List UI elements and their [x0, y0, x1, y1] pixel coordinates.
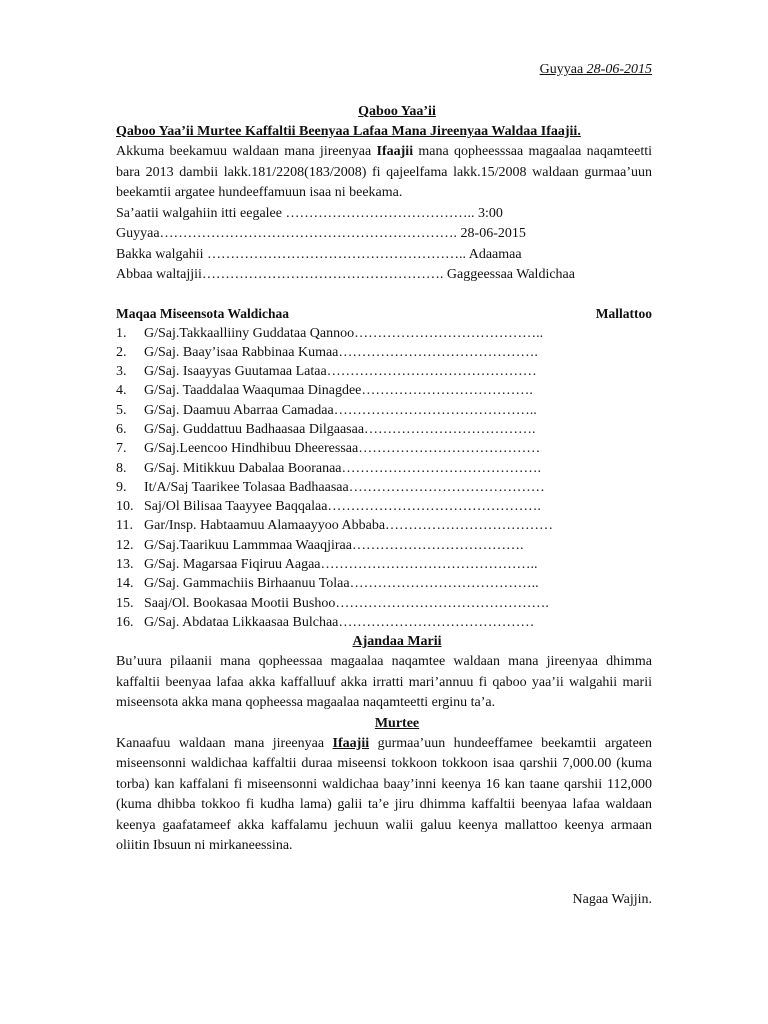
member-number: 16.: [116, 614, 134, 630]
document-subtitle: Qaboo Yaa’ii Murtee Kaffaltii Beenyaa Lafaa Mana Jireenyaa Waldaa Ifaajii.: [116, 124, 581, 139]
member-name: G/Saj.Taarikuu Lammmaa Waaqjiraa: [144, 537, 352, 553]
member-name: G/Saj. Daamuu Abarraa Camadaa: [144, 402, 334, 418]
meeting-place-line: Bakka walgahii ……………………………………………….. Adaamaa: [116, 246, 522, 262]
member-row: [116, 497, 652, 516]
member-row: [116, 420, 652, 439]
document-title: Qaboo Yaa’ii: [358, 104, 436, 119]
decision-text-start: Kanaafuu waldaan mana jireenyaa: [116, 735, 333, 751]
member-number: 14.: [116, 576, 134, 592]
member-number: 3.: [116, 364, 127, 380]
member-number: 4.: [116, 383, 127, 399]
member-name: G/Saj. Mitikkuu Dabalaa Booranaa: [144, 460, 342, 476]
member-signature-line: ……………………………….: [364, 421, 536, 437]
member-number: 8.: [116, 460, 127, 476]
member-signature-line: …………………………………..: [354, 325, 544, 341]
intro-text-end: mana qopheesssaa magaalaa naqamteetti bara 2013 dambii lakk.181/2208(183/2008) fi qajeelfama lakk.15/2008 waldaan gurmaa’uun beekamtii argatee hundeeffamuun isaa ni beekama.: [116, 144, 652, 200]
decision-text-end: gurmaa’uun hundeeffamee beekamtii argateen miseensonni waldichaa kaffaltii duraa miseensi tokkoon tokkoon isaa qarshii 7,000.00 (kuma torba) kan kaffalani fi miseensonni waldichaa baay’inni keenya 16 kan taane qarshii 112,000 (kuma dhibba tokkoo fi kudha lama) galii ta’e jiru dhimma kaffaltii beenyaa lafaa waldaan keenya gaafatameef akka kaffalamu jechuun walii galuu keenya mallattoo keenya armaan oliitin Ibsuun ni mirkaneessina.: [116, 735, 653, 854]
member-signature-line: ……………………………………: [348, 479, 545, 495]
intro-association-name: Ifaajii: [376, 144, 414, 159]
member-signature-line: …………………………………: [358, 441, 541, 457]
decision-association-name: Ifaajii: [332, 735, 370, 751]
meeting-date-line: Guyyaa………………………………………………………. 28-06-2015: [116, 226, 526, 241]
members-header: [116, 304, 652, 324]
member-name: It/A/Saj Taarikee Tolasaa Badhaasaa: [144, 479, 349, 495]
member-number: 2.: [116, 344, 127, 360]
member-row: [116, 594, 652, 613]
member-row: [116, 381, 652, 400]
member-row: [116, 613, 652, 632]
meeting-info: [116, 204, 652, 286]
member-signature-line: ………………………………………: [326, 364, 537, 380]
member-number: 12.: [116, 537, 134, 553]
closing-salutation: Nagaa Wajjin.: [572, 891, 652, 907]
member-signature-line: …………………………………..: [349, 576, 539, 592]
member-row: [116, 401, 652, 420]
member-row: [116, 324, 652, 343]
member-number: 13.: [116, 557, 134, 573]
member-number: 15.: [116, 595, 134, 611]
member-name: G/Saj. Taaddalaa Waaqumaa Dinagdee: [144, 383, 362, 399]
member-signature-line: ……………………………………..: [333, 402, 537, 418]
member-row: [116, 478, 652, 497]
member-signature-line: ………………………………………..: [320, 557, 538, 573]
member-row: [116, 536, 652, 555]
member-name: G/Saj. Magarsaa Fiqiruu Aagaa: [144, 557, 321, 573]
date-value: 28-06-2015: [586, 62, 652, 77]
member-signature-line: …………………………………….: [341, 460, 542, 476]
document-date: [116, 60, 652, 80]
decision-paragraph: [116, 734, 652, 857]
member-row: [116, 343, 652, 362]
meeting-time-line: Sa’aatii walgahiin itti eegalee ………………………………….. 3:00: [116, 205, 503, 221]
member-row: [116, 439, 652, 458]
agenda-heading: Ajandaa Marii: [352, 634, 442, 650]
members-list: [116, 324, 652, 633]
member-signature-line: ……………………………………: [338, 614, 535, 630]
member-signature-line: ……………………………….: [361, 383, 533, 399]
member-number: 5.: [116, 402, 127, 418]
members-name-column-header: Maqaa Miseensota Waldichaa: [116, 305, 290, 321]
member-number: 11.: [116, 518, 133, 534]
member-row: [116, 459, 652, 478]
member-number: 10.: [116, 499, 134, 515]
member-name: G/Saj. Abdataa Likkaasaa Bulchaa: [144, 614, 339, 630]
member-number: 7.: [116, 441, 127, 457]
member-row: [116, 555, 652, 574]
member-number: 1.: [116, 325, 127, 341]
member-name: G/Saj.Leencoo Hindhibuu Dheeressaa: [144, 441, 359, 457]
member-name: G/Saj. Guddattuu Badhaasaa Dilgaasaa: [144, 421, 365, 437]
member-signature-line: ……………………………….: [351, 537, 524, 553]
members-signature-column-header: Mallattoo: [595, 305, 652, 321]
member-row: [116, 516, 652, 535]
member-name: G/Saj. Isaayyas Guutamaa Lataa: [144, 364, 327, 380]
agenda-paragraph: Bu’uura pilaanii mana qopheessaa magaalaa naqamtee waldaan mana jireenyaa dhimma kaffaltii beenyaa lafaa akka kaffalluuf akka irratti mari’annuu fi qaboo yaa’ii walgahii marii miseensota akka mana qopheessa magaalaa naqamteetti erginu ta’a.: [116, 654, 652, 711]
meeting-chair-line: Abbaa waltajjii……………………………………………. Gaggeessaa Waldichaa: [116, 267, 575, 282]
member-name: G/Saj. Gammachiis Birhaanuu Tolaa: [144, 576, 350, 592]
member-name: G/Saj.Takkaalliiny Guddataa Qannoo: [144, 325, 355, 341]
member-row: [116, 574, 652, 593]
date-label: Guyyaa: [539, 62, 584, 77]
member-signature-line: ……………………………………….: [335, 595, 549, 611]
member-row: [116, 362, 652, 381]
member-signature-line: ……………………………………….: [327, 499, 541, 515]
member-signature-line: …………………………………….: [338, 344, 538, 360]
member-name: Saj/Ol Bilisaa Taayyee Baqqalaa: [144, 499, 328, 515]
member-number: 9.: [116, 479, 127, 495]
intro-text-start: Akkuma beekamuu waldaan mana jireenyaa: [116, 144, 377, 159]
decision-heading: Murtee: [374, 715, 420, 731]
intro-paragraph: [116, 142, 652, 204]
member-number: 6.: [116, 421, 127, 437]
member-signature-line: ………………………………: [385, 518, 554, 534]
document-page: [116, 60, 652, 910]
member-name: Gar/Insp. Habtaamuu Alamaayyoo Abbaba: [144, 518, 386, 534]
member-name: Saaj/Ol. Bookasaa Mootii Bushoo: [144, 595, 336, 611]
member-name: G/Saj. Baay’isaa Rabbinaa Kumaa: [144, 344, 339, 360]
